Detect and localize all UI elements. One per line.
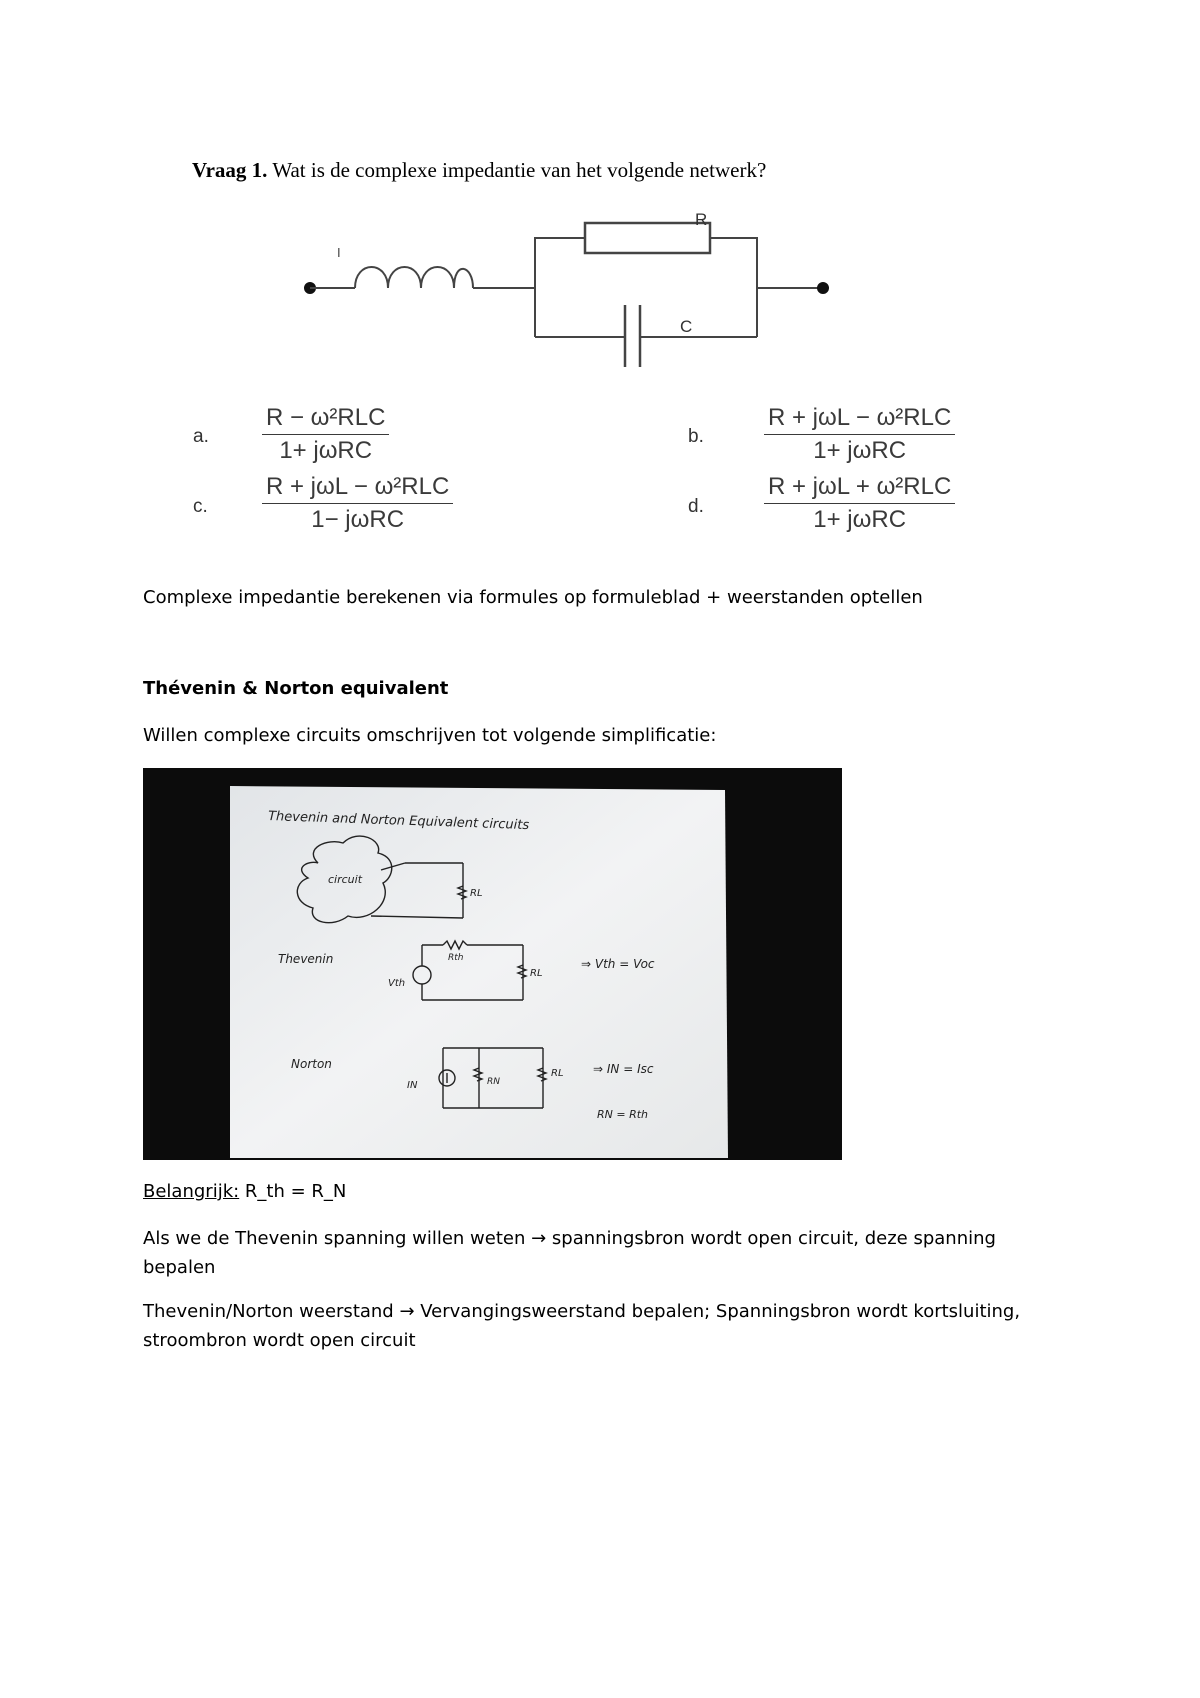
option-a-letter: a.	[193, 426, 209, 447]
whiteboard-thevenin-eq: ⇒ Vth = Voc	[581, 957, 655, 971]
option-b-denominator: 1+ jωRC	[813, 437, 907, 464]
option-d-letter: d.	[688, 496, 704, 517]
option-b-letter: b.	[688, 426, 704, 447]
option-b-numerator: R + jωL − ω²RLC	[764, 404, 955, 435]
important-label: Belangrijk:	[143, 1181, 240, 1202]
resistor-label: R	[695, 210, 708, 229]
whiteboard-rn-label: RN	[487, 1077, 500, 1087]
capacitor-label: C	[680, 317, 693, 336]
question-label: Vraag 1.	[192, 158, 268, 182]
inductor-label: I	[337, 245, 341, 260]
whiteboard-rl-3: RL	[551, 1068, 564, 1079]
whiteboard-thevenin-label: Thevenin	[278, 952, 334, 966]
option-c-formula	[262, 473, 453, 534]
whiteboard-norton-eq1: ⇒ IN = Isc	[593, 1062, 654, 1076]
whiteboard-rl-2: RL	[530, 968, 543, 979]
rlc-circuit-diagram	[295, 205, 845, 385]
resistance-line-1: Thevenin/Norton weerstand → Vervangingsweerstand bepalen; Spanningsbron wordt kortsluiting,	[143, 1301, 1021, 1322]
whiteboard-photo	[143, 768, 842, 1160]
option-d-formula	[764, 473, 955, 534]
whiteboard-norton-label: Norton	[291, 1057, 332, 1071]
resistance-line-2: stroombron wordt open circuit	[143, 1330, 416, 1351]
option-a-numerator: R − ω²RLC	[262, 404, 389, 435]
whiteboard-vth-label: Vth	[388, 978, 406, 989]
important-text: R_th = R_N	[239, 1181, 347, 1202]
whiteboard-norton-eq2: RN = Rth	[597, 1108, 649, 1121]
option-d-numerator: R + jωL + ω²RLC	[764, 473, 955, 504]
option-d-denominator: 1+ jωRC	[813, 506, 907, 533]
whiteboard-circuit-label: circuit	[328, 873, 363, 886]
inductor-coil	[355, 267, 473, 288]
option-a-denominator: 1+ jωRC	[279, 437, 373, 464]
thevenin-voltage-line-1: Als we de Thevenin spanning willen weten → spanningsbron wordt open circuit, deze spanning	[143, 1228, 996, 1249]
question-text: Wat is de complexe impedantie van het volgende netwerk?	[272, 158, 767, 182]
whiteboard-in-label: IN	[407, 1080, 418, 1091]
whiteboard-drawing	[143, 768, 842, 1160]
whiteboard-title: Thevenin and Norton Equivalent circuits	[267, 809, 530, 834]
important-line	[143, 1177, 346, 1206]
option-a-formula	[262, 404, 389, 465]
whiteboard-rl-1: RL	[470, 888, 483, 899]
intro-text: Willen complexe circuits omschrijven tot volgende simplificatie:	[143, 725, 717, 746]
option-c-numerator: R + jωL − ω²RLC	[262, 473, 453, 504]
option-b-formula	[764, 404, 955, 465]
resistor	[585, 223, 710, 253]
section-heading: Thévenin & Norton equivalent	[143, 678, 449, 699]
question-heading	[192, 158, 766, 183]
option-c-letter: c.	[193, 496, 208, 517]
impedance-note: Complexe impedantie berekenen via formules op formuleblad + weerstanden optellen	[143, 587, 923, 608]
thevenin-voltage-line-2: bepalen	[143, 1257, 216, 1278]
right-terminal	[818, 283, 828, 293]
option-c-denominator: 1− jωRC	[311, 506, 405, 533]
whiteboard-rth-label: Rth	[448, 953, 464, 963]
